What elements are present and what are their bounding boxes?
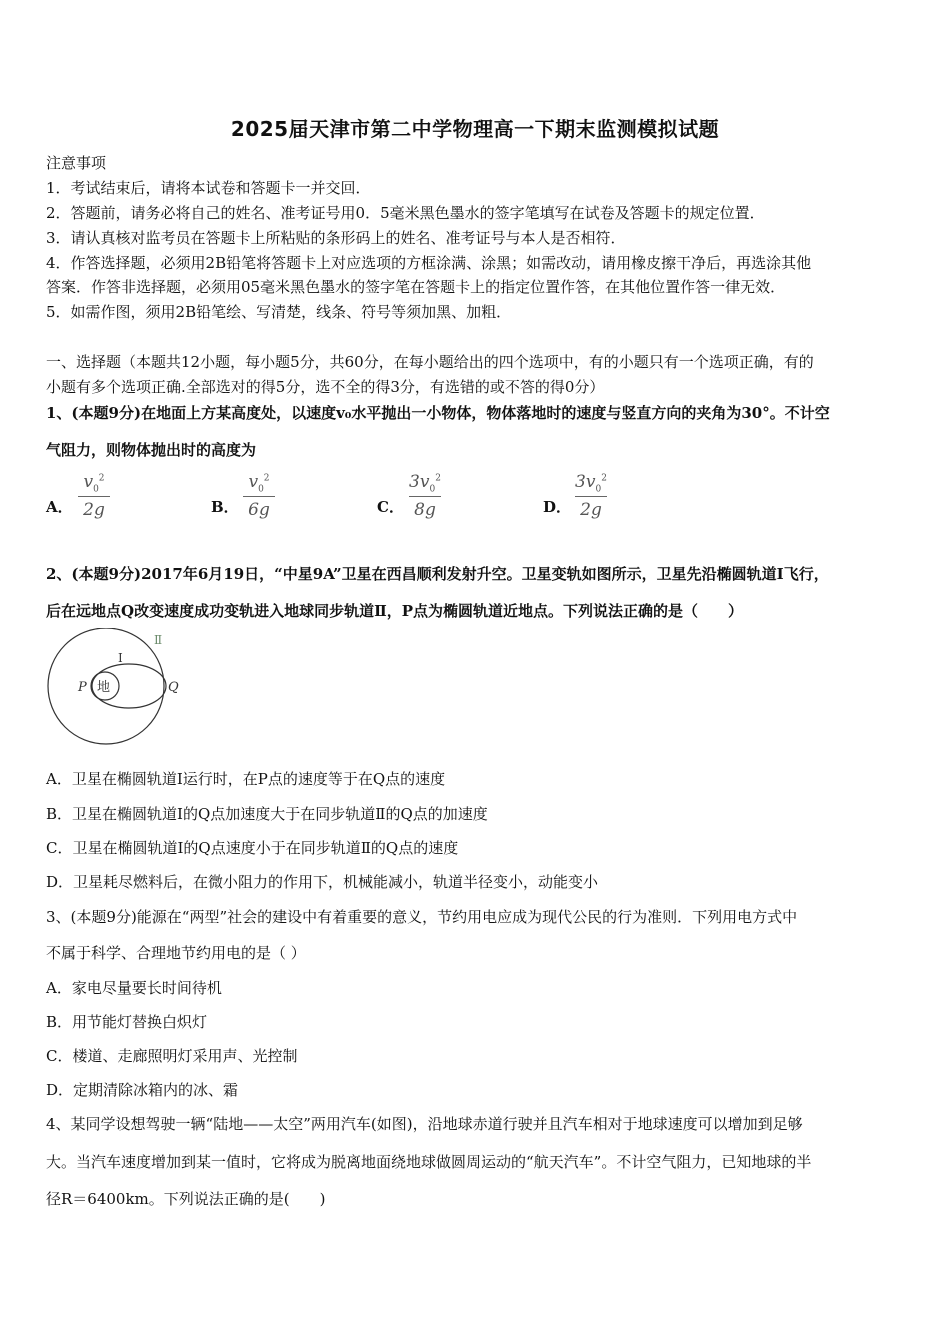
notice-item: 2．答题前，请务必将自己的姓名、准考证号用0．5毫米黑色墨水的签字笔填写在试卷及答题卡的规定位置． [46, 204, 765, 222]
q2-option-a[interactable]: A．卫星在椭圆轨道Ⅰ运行时，在P点的速度等于在Q点的速度 [46, 770, 446, 788]
label-orbit-ii: Ⅱ [154, 633, 163, 647]
q1-options: A． $v_0^2$ 2g B． $v_0^2$ 6g C． $3v_0^2$ 8g D． $3v_0^2$ 2g [46, 472, 607, 520]
page-title: 2025届天津市第二中学物理高一下期末监测模拟试题 [230, 117, 720, 141]
q2-stem: 2、(本题9分)2017年6月19日，“中星9A”卫星在西昌顺利发射升空。卫星变轨如图所示，卫星先沿椭圆轨道Ⅰ飞行， [46, 565, 829, 583]
notice-item: 1．考试结束后，请将本试卷和答题卡一并交回． [46, 179, 371, 197]
q1-stem-cont: 气阻力，则物体抛出时的高度为 [46, 441, 257, 459]
label-q: Q [168, 680, 179, 695]
notice-item: 5．如需作图，须用2B铅笔绘、写清楚，线条、符号等须加黑、加粗． [46, 303, 512, 321]
label-earth: 地 [97, 680, 111, 695]
option-letter: B． [211, 498, 239, 516]
q3-option-b[interactable]: B．用节能灯替换白炽灯 [46, 1013, 208, 1031]
notice-item: 答案．作答非选择题，必须用05毫米黑色墨水的签字笔在答题卡上的指定位置作答，在其他位置作答一律无效． [46, 278, 786, 296]
label-p: P [78, 680, 87, 695]
option-letter: C． [377, 498, 404, 516]
q3-option-c[interactable]: C．楼道、走廊照明灯采用声、光控制 [46, 1047, 298, 1065]
q3-stem: 3、(本题9分)能源在“两型”社会的建设中有着重要的意义，节约用电应成为现代公民的行为准则．下列用电方式中 [46, 908, 798, 926]
label-orbit-i: Ⅰ [118, 651, 123, 665]
notice-heading: 注意事项 [46, 154, 107, 172]
q2-option-d[interactable]: D．卫星耗尽燃料后，在微小阻力的作用下，机械能减小，轨道半径变小，动能变小 [46, 873, 599, 891]
q4-stem: 4、某同学设想驾驶一辆“陆地——太空”两用汽车(如图)，沿地球赤道行驶并且汽车相对于地球速度可以增加到足够 [46, 1115, 803, 1133]
option-letter: D． [543, 498, 572, 516]
q3-stem-cont: 不属于科学、合理地节约用电的是（ ） [46, 944, 306, 962]
section-heading-cont: 小题有多个选项正确.全部选对的得5分，选不全的得3分，有选错的或不答的得0分） [46, 378, 605, 396]
q3-option-a[interactable]: A．家电尽量要长时间待机 [46, 979, 222, 997]
section-heading: 一、选择题（本题共12小题，每小题5分，共60分，在每小题给出的四个选项中，有的小题只有一个选项正确，有的 [46, 353, 814, 371]
orbit-diagram [44, 628, 194, 746]
q4-stem-cont: 径R＝6400km。下列说法正确的是( ) [46, 1190, 326, 1208]
option-letter: A． [46, 498, 73, 516]
q2-option-b[interactable]: B．卫星在椭圆轨道Ⅰ的Q点加速度大于在同步轨道Ⅱ的Q点的加速度 [46, 805, 488, 823]
q1-stem: 1、(本题9分)在地面上方某高度处，以速度v₀水平抛出一小物体，物体落地时的速度与竖直方向的夹角为30°。不计空 [46, 404, 830, 422]
q3-option-d[interactable]: D．定期清除冰箱内的冰、霜 [46, 1081, 239, 1099]
notice-item: 3．请认真核对监考员在答题卡上所粘贴的条形码上的姓名、准考证号与本人是否相符． [46, 229, 626, 247]
q2-option-c[interactable]: C．卫星在椭圆轨道Ⅰ的Q点速度小于在同步轨道Ⅱ的Q点的速度 [46, 839, 459, 857]
q2-stem-cont: 后在远地点Q改变速度成功变轨进入地球同步轨道Ⅱ，P点为椭圆轨道近地点。下列说法正确的是（ ） [46, 602, 743, 620]
notice-item: 4．作答选择题，必须用2B铅笔将答题卡上对应选项的方框涂满、涂黑；如需改动，请用橡皮擦干净后，再选涂其他 [46, 254, 812, 272]
q4-stem-cont: 大。当汽车速度增加到某一值时，它将成为脱离地面绕地球做圆周运动的“航天汽车”。不计空气阻力，已知地球的半 [46, 1153, 812, 1171]
